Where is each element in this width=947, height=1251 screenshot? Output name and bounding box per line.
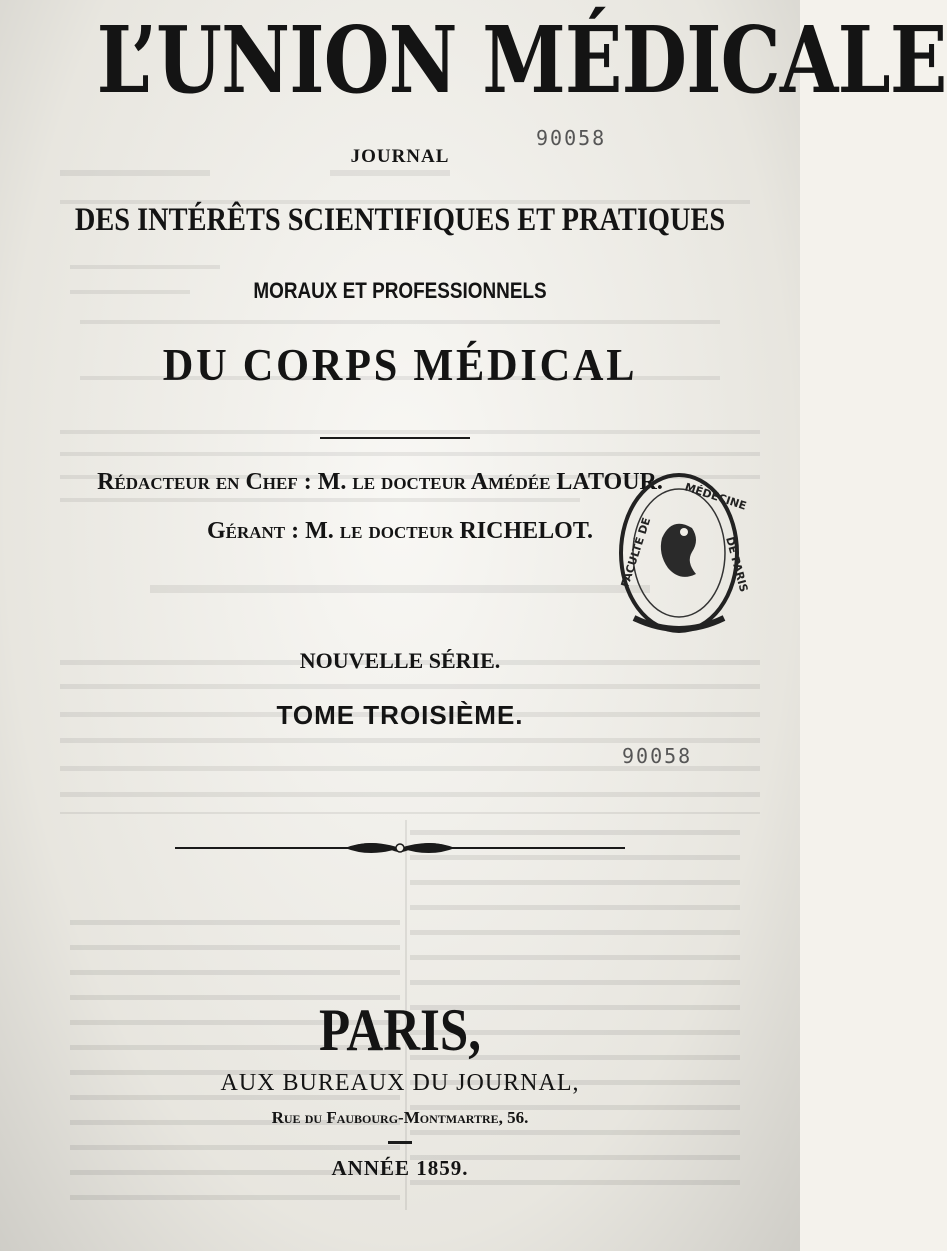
gerant: Gérant : M. le docteur RICHELOT. — [206, 518, 594, 544]
subtitle-interets: DES INTÉRÊTS SCIENTIFIQUES ET PRATIQUES — [74, 202, 726, 238]
inventory-number-bottom: 90058 — [622, 744, 693, 768]
library-seal-stamp — [614, 468, 751, 638]
rule-divider — [320, 437, 470, 439]
subtitle-journal: JOURNAL — [350, 146, 450, 167]
imprint-bureaux: AUX BUREAUX DU JOURNAL, — [220, 1070, 580, 1096]
svg-text:DE PARIS: DE PARIS — [723, 535, 751, 594]
tome-troisieme: TOME TROISIÈME. — [276, 700, 524, 730]
svg-text:FACULTÉ DE: FACULTÉ DE — [618, 516, 654, 589]
imprint-address: Rue du Faubourg-Montmartre, 56. — [271, 1108, 529, 1127]
nouvelle-serie: NOUVELLE SÉRIE. — [299, 648, 501, 673]
redacteur-en-chef: Rédacteur en Chef : M. le docteur Amédée LATOUR. — [97, 469, 663, 495]
short-rule — [388, 1141, 412, 1144]
svg-text:MÉDECINE: MÉDECINE — [683, 480, 748, 513]
imprint-year: ANNÉE 1859. — [331, 1156, 469, 1180]
inventory-number-top: 90058 — [536, 126, 607, 150]
subtitle-moraux: MORAUX ET PROFESSIONNELS — [253, 278, 547, 303]
subtitle-corps-medical: DU CORPS MÉDICAL — [162, 339, 638, 390]
masthead-title: L’UNION MÉDICALE — [96, 6, 947, 114]
ornamental-rule — [175, 836, 625, 860]
imprint-city: PARIS, — [318, 997, 481, 1063]
